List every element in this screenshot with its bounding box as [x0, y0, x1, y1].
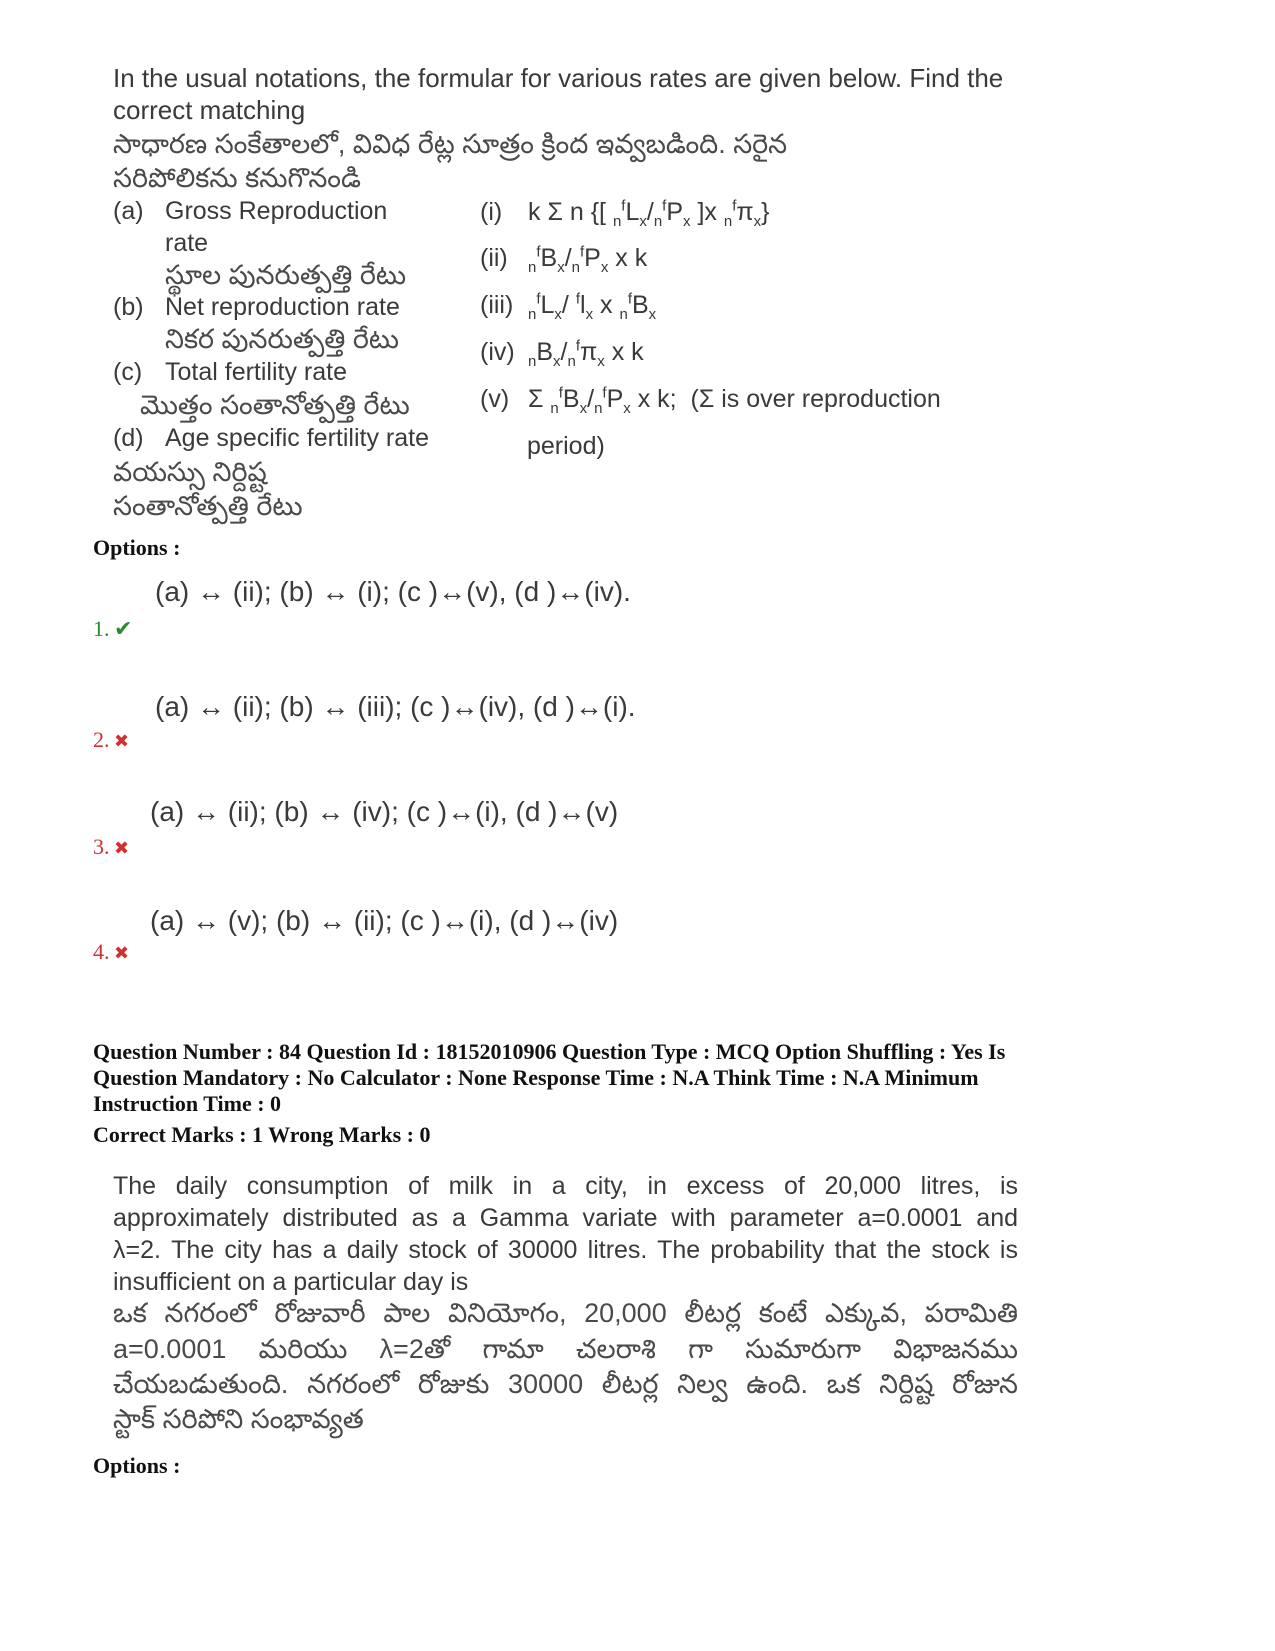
option-1-text[interactable]: (a) ↔ (ii); (b) ↔ (i); (c )↔(v), (d )↔(iv).: [155, 576, 631, 607]
list-b-label-iv: (iv): [480, 338, 515, 367]
list-a-item-a-en1: Gross Reproduction: [165, 197, 388, 225]
list-a-label-a: (a): [113, 197, 144, 225]
option-2-text[interactable]: (a) ↔ (ii); (b) ↔ (iii); (c )↔(iv), (d )↔(i).: [155, 691, 636, 722]
question84-te-4: స్టాక్ సరిపోని సంభావ్యత: [113, 1404, 364, 1434]
question84-en-4: insufficient on a particular day is: [113, 1268, 469, 1296]
question-meta-line-1: Question Number : 84 Question Id : 18152010906 Question Type : MCQ Option Shuffling : Yes Is: [93, 1039, 1006, 1064]
option-4-number: 4.: [93, 939, 110, 964]
option-1[interactable]: [93, 616, 132, 642]
list-a-item-a-en2: rate: [165, 229, 209, 257]
list-a-item-d-te2: సంతానోత్పత్తి రేటు: [113, 491, 303, 521]
list-a-item-d-en: Age specific fertility rate: [165, 424, 429, 452]
formula-i: k Σ n {[ $_n^fL_x/_n^fP_x$ ]x $_n^f\pi_x$}: [528, 198, 770, 231]
question-text-en-1: In the usual notations, the formular for various rates are given below. Find the: [113, 63, 1004, 93]
options-label-2: Options :: [93, 1453, 181, 1478]
option-3[interactable]: [93, 834, 129, 860]
formula-v-continued: period): [527, 432, 605, 460]
cross-icon: ✖: [113, 838, 130, 858]
option-2[interactable]: [93, 727, 129, 753]
cross-icon: ✖: [113, 943, 130, 963]
list-a-label-d: (d): [113, 424, 144, 452]
question-marks: Correct Marks : 1 Wrong Marks : 0: [93, 1122, 431, 1147]
question-text-te-2: సరిపోలికను కనుగొనండి: [113, 163, 361, 193]
list-a-item-c-te: మొత్తం సంతానోత్పత్తి రేటు: [140, 390, 410, 420]
question-text-en-2: correct matching: [113, 95, 306, 125]
list-b-item-iv: [480, 338, 644, 370]
cross-icon: ✖: [113, 731, 130, 751]
question-text-te-1: సాధారణ సంకేతాలలో, వివిధ రేట్ల సూత్రం క్రింద ఇవ్వబడింది. సరైన: [113, 129, 788, 159]
list-b-label-iii: (iii): [480, 291, 514, 320]
question84-en-block: [113, 1170, 1018, 1298]
question-meta-line-3: Instruction Time : 0: [93, 1091, 282, 1116]
checkmark-icon: ✔: [113, 616, 133, 641]
formula-iii: $_n^fL_x/$ $^fl_x$ x $_n^fB_x$: [528, 291, 657, 324]
list-a-item-b-te: నికర పునరుత్పత్తి రేటు: [165, 324, 400, 354]
option-4-text[interactable]: (a) ↔ (v); (b) ↔ (ii); (c )↔(i), (d )↔(iv): [150, 905, 619, 936]
question84-te-1: ఒక నగరంలో రోజువారీ పాల వినియోగం, 20,000 లీటర్ల కంటే ఎక్కువ, పరామితి: [113, 1298, 1018, 1328]
question-meta-line-2: Question Mandatory : No Calculator : None Response Time : N.A Think Time : N.A Minimum: [93, 1065, 979, 1090]
list-a-label-c: (c): [113, 358, 143, 386]
list-a-item-a-te: స్థూల పునరుత్పత్తి రేటు: [165, 260, 407, 290]
list-a-item-d-te1: వయస్సు నిర్దిష్ట: [113, 457, 267, 487]
list-b-item-i: [480, 198, 769, 230]
option-3-text[interactable]: (a) ↔ (ii); (b) ↔ (iv); (c )↔(i), (d )↔(v): [150, 796, 619, 827]
question84-en-2: approximately distributed as a Gamma variate with parameter a=0.0001 and: [113, 1204, 1018, 1232]
list-b-label-ii: (ii): [480, 244, 508, 273]
list-b-item-v: [480, 385, 941, 417]
option-4[interactable]: [93, 939, 129, 965]
formula-v: Σ $_n^fB_x/_n^fP_x$ x k; (Σ is over reproduction: [528, 385, 941, 418]
list-a-label-b: (b): [113, 293, 144, 321]
list-a-item-c-en: Total fertility rate: [165, 358, 348, 386]
options-label: Options :: [93, 535, 181, 560]
list-b-item-ii: [480, 244, 647, 276]
option-1-number: 1.: [93, 616, 110, 641]
question84-te-3: చేయబడుతుంది. నగరంలో రోజుకు 30000 లీటర్ల నిల్వ ఉంది. ఒక నిర్దిష్ట రోజున: [113, 1369, 1018, 1399]
option-3-number: 3.: [93, 834, 110, 859]
list-b-item-iii: [480, 291, 656, 323]
option-2-number: 2.: [93, 727, 110, 752]
question84-en-3: λ=2. The city has a daily stock of 30000 litres. The probability that the stock is: [113, 1236, 1018, 1264]
formula-ii: $_n^fB_x/_n^fP_x$ x k: [528, 244, 648, 277]
list-b-label-i: (i): [480, 198, 503, 227]
formula-iv: $_nB_x/_n^f\pi_x$ x k: [528, 338, 644, 371]
list-b-label-v: (v): [480, 385, 510, 414]
question84-te-2: a=0.0001 మరియు λ=2తో గామా చలరాశి గా సుమారుగా విభాజనము: [113, 1334, 1018, 1364]
question84-en-1: The daily consumption of milk in a city, in excess of 20,000 litres, is: [113, 1172, 1018, 1200]
list-a-item-b-en: Net reproduction rate: [165, 293, 400, 321]
